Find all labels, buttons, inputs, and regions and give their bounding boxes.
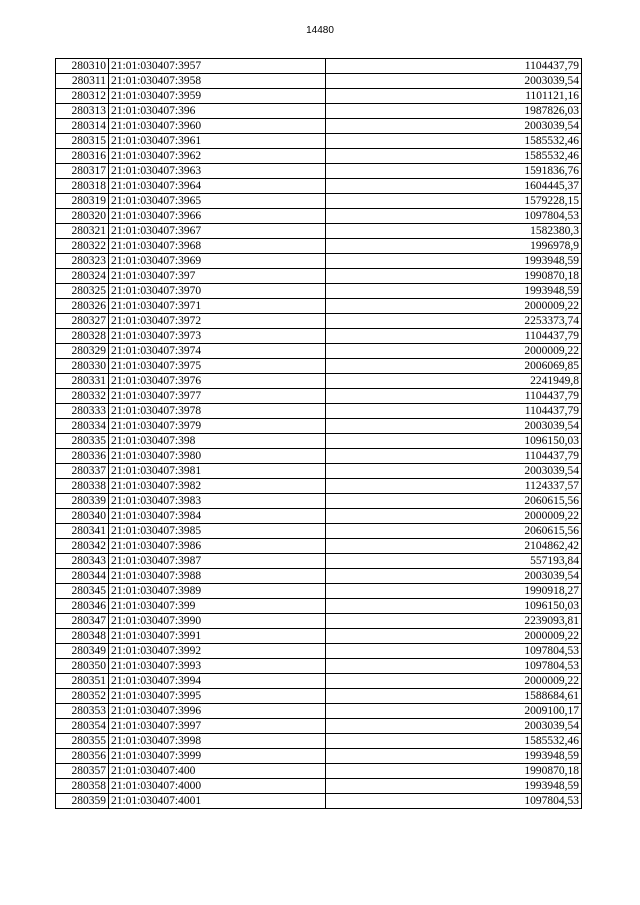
cadastral-number-cell: 21:01:030407:3974 [109,344,326,359]
cadastral-number-cell: 21:01:030407:399 [109,599,326,614]
cadastral-value-cell: 1993948,59 [326,284,582,299]
table-row [56,509,582,524]
cadastral-value-cell: 2239093,81 [326,614,582,629]
table-row [56,479,582,494]
cadastral-value-cell: 1604445,37 [326,179,582,194]
cadastral-number-cell: 21:01:030407:3963 [109,164,326,179]
cadastral-number-cell: 21:01:030407:3964 [109,179,326,194]
table-row [56,149,582,164]
table-row [56,554,582,569]
table-row [56,209,582,224]
table-row [56,74,582,89]
table-row [56,374,582,389]
cadastral-value-cell: 1096150,03 [326,434,582,449]
cadastral-number-cell: 21:01:030407:3965 [109,194,326,209]
row-number-cell: 280346 [56,599,109,614]
cadastral-value-cell: 1582380,3 [326,224,582,239]
cadastral-number-cell: 21:01:030407:3979 [109,419,326,434]
row-number-cell: 280314 [56,119,109,134]
table-row [56,269,582,284]
row-number-cell: 280319 [56,194,109,209]
row-number-cell: 280325 [56,284,109,299]
cadastral-number-cell: 21:01:030407:3998 [109,734,326,749]
cadastral-value-cell: 1104437,79 [326,329,582,344]
cadastral-number-cell: 21:01:030407:3993 [109,659,326,674]
row-number-cell: 280323 [56,254,109,269]
cadastral-number-cell: 21:01:030407:3970 [109,284,326,299]
cadastral-value-cell: 2253373,74 [326,314,582,329]
row-number-cell: 280312 [56,89,109,104]
cadastral-number-cell: 21:01:030407:3962 [109,149,326,164]
row-number-cell: 280316 [56,149,109,164]
cadastral-value-cell: 557193,84 [326,554,582,569]
table-row [56,119,582,134]
cadastral-value-cell: 1124337,57 [326,479,582,494]
row-number-cell: 280324 [56,269,109,284]
row-number-cell: 280311 [56,74,109,89]
cadastral-number-cell: 21:01:030407:3986 [109,539,326,554]
table-row [56,689,582,704]
cadastral-number-cell: 21:01:030407:3973 [109,329,326,344]
cadastral-value-table [55,58,582,809]
table-row [56,524,582,539]
row-number-cell: 280326 [56,299,109,314]
cadastral-value-cell: 2003039,54 [326,464,582,479]
row-number-cell: 280344 [56,569,109,584]
table-row [56,734,582,749]
row-number-cell: 280349 [56,644,109,659]
table-row [56,629,582,644]
cadastral-value-cell: 2003039,54 [326,569,582,584]
row-number-cell: 280333 [56,404,109,419]
row-number-cell: 280348 [56,629,109,644]
cadastral-value-cell: 2006069,85 [326,359,582,374]
row-number-cell: 280328 [56,329,109,344]
row-number-cell: 280359 [56,794,109,809]
cadastral-number-cell: 21:01:030407:3982 [109,479,326,494]
cadastral-value-cell: 2000009,22 [326,299,582,314]
cadastral-number-cell: 21:01:030407:3991 [109,629,326,644]
cadastral-number-cell: 21:01:030407:3983 [109,494,326,509]
table-row [56,464,582,479]
row-number-cell: 280338 [56,479,109,494]
row-number-cell: 280313 [56,104,109,119]
cadastral-number-cell: 21:01:030407:3984 [109,509,326,524]
table-row [56,89,582,104]
cadastral-number-cell: 21:01:030407:3987 [109,554,326,569]
cadastral-number-cell: 21:01:030407:3966 [109,209,326,224]
row-number-cell: 280336 [56,449,109,464]
cadastral-number-cell: 21:01:030407:400 [109,764,326,779]
table-row [56,494,582,509]
row-number-cell: 280341 [56,524,109,539]
row-number-cell: 280327 [56,314,109,329]
row-number-cell: 280331 [56,374,109,389]
table-row [56,539,582,554]
row-number-cell: 280320 [56,209,109,224]
cadastral-value-cell: 1588684,61 [326,689,582,704]
table-row [56,194,582,209]
cadastral-number-cell: 21:01:030407:3967 [109,224,326,239]
cadastral-value-cell: 1993948,59 [326,749,582,764]
cadastral-value-cell: 1990870,18 [326,764,582,779]
table-row [56,434,582,449]
row-number-cell: 280343 [56,554,109,569]
table-row [56,764,582,779]
cadastral-number-cell: 21:01:030407:3997 [109,719,326,734]
cadastral-value-cell: 1990918,27 [326,584,582,599]
row-number-cell: 280318 [56,179,109,194]
row-number-cell: 280358 [56,779,109,794]
row-number-cell: 280335 [56,434,109,449]
cadastral-number-cell: 21:01:030407:3985 [109,524,326,539]
row-number-cell: 280329 [56,344,109,359]
cadastral-value-cell: 1579228,15 [326,194,582,209]
table-row [56,719,582,734]
cadastral-value-cell: 1591836,76 [326,164,582,179]
cadastral-value-cell: 1101121,16 [326,89,582,104]
cadastral-number-cell: 21:01:030407:3977 [109,389,326,404]
row-number-cell: 280332 [56,389,109,404]
row-number-cell: 280353 [56,704,109,719]
table-row [56,599,582,614]
table-row [56,239,582,254]
cadastral-number-cell: 21:01:030407:3961 [109,134,326,149]
table-row [56,704,582,719]
cadastral-value-cell: 1993948,59 [326,779,582,794]
table-row [56,134,582,149]
cadastral-number-cell: 21:01:030407:3976 [109,374,326,389]
row-number-cell: 280339 [56,494,109,509]
table-body [56,59,582,809]
row-number-cell: 280334 [56,419,109,434]
cadastral-number-cell: 21:01:030407:4000 [109,779,326,794]
cadastral-number-cell: 21:01:030407:3978 [109,404,326,419]
cadastral-number-cell: 21:01:030407:3960 [109,119,326,134]
cadastral-number-cell: 21:01:030407:3957 [109,59,326,74]
cadastral-number-cell: 21:01:030407:3981 [109,464,326,479]
table-row [56,254,582,269]
cadastral-number-cell: 21:01:030407:3999 [109,749,326,764]
row-number-cell: 280315 [56,134,109,149]
row-number-cell: 280337 [56,464,109,479]
cadastral-value-cell: 2000009,22 [326,509,582,524]
table-row [56,794,582,809]
cadastral-value-cell: 2003039,54 [326,419,582,434]
row-number-cell: 280355 [56,734,109,749]
table-row [56,59,582,74]
cadastral-value-cell: 1996978,9 [326,239,582,254]
cadastral-value-cell: 1104437,79 [326,389,582,404]
cadastral-value-cell: 1987826,03 [326,104,582,119]
table-row [56,224,582,239]
cadastral-value-cell: 1990870,18 [326,269,582,284]
cadastral-value-cell: 2000009,22 [326,629,582,644]
cadastral-value-cell: 2241949,8 [326,374,582,389]
cadastral-value-cell: 2009100,17 [326,704,582,719]
cadastral-value-cell: 1097804,53 [326,659,582,674]
row-number-cell: 280350 [56,659,109,674]
cadastral-number-cell: 21:01:030407:3992 [109,644,326,659]
cadastral-number-cell: 21:01:030407:3958 [109,74,326,89]
cadastral-value-cell: 2060615,56 [326,494,582,509]
cadastral-number-cell: 21:01:030407:3972 [109,314,326,329]
table-row [56,419,582,434]
cadastral-value-cell: 2003039,54 [326,74,582,89]
table-row [56,344,582,359]
table-row [56,779,582,794]
row-number-cell: 280352 [56,689,109,704]
row-number-cell: 280356 [56,749,109,764]
row-number-cell: 280310 [56,59,109,74]
row-number-cell: 280345 [56,584,109,599]
row-number-cell: 280321 [56,224,109,239]
cadastral-value-cell: 1096150,03 [326,599,582,614]
cadastral-value-cell: 1104437,79 [326,59,582,74]
table-row [56,749,582,764]
cadastral-number-cell: 21:01:030407:3971 [109,299,326,314]
table-row [56,299,582,314]
cadastral-value-cell: 1585532,46 [326,734,582,749]
cadastral-number-cell: 21:01:030407:3968 [109,239,326,254]
cadastral-value-cell: 2003039,54 [326,719,582,734]
cadastral-number-cell: 21:01:030407:3995 [109,689,326,704]
cadastral-number-cell: 21:01:030407:398 [109,434,326,449]
table-row [56,674,582,689]
cadastral-number-cell: 21:01:030407:3990 [109,614,326,629]
row-number-cell: 280351 [56,674,109,689]
table-row [56,569,582,584]
row-number-cell: 280330 [56,359,109,374]
table-row [56,164,582,179]
table-row [56,284,582,299]
row-number-cell: 280357 [56,764,109,779]
cadastral-value-cell: 1104437,79 [326,449,582,464]
cadastral-number-cell: 21:01:030407:397 [109,269,326,284]
table-row [56,614,582,629]
table-row [56,314,582,329]
table-row [56,404,582,419]
table-row [56,359,582,374]
cadastral-value-cell: 2104862,42 [326,539,582,554]
cadastral-number-cell: 21:01:030407:3969 [109,254,326,269]
cadastral-number-cell: 21:01:030407:4001 [109,794,326,809]
row-number-cell: 280340 [56,509,109,524]
table-row [56,584,582,599]
cadastral-value-cell: 2000009,22 [326,674,582,689]
cadastral-value-cell: 1097804,53 [326,209,582,224]
row-number-cell: 280322 [56,239,109,254]
cadastral-number-cell: 21:01:030407:3989 [109,584,326,599]
cadastral-value-cell: 1097804,53 [326,644,582,659]
row-number-cell: 280354 [56,719,109,734]
table-row [56,329,582,344]
table-row [56,389,582,404]
cadastral-value-cell: 2000009,22 [326,344,582,359]
table-row [56,644,582,659]
cadastral-value-cell: 1585532,46 [326,149,582,164]
cadastral-value-cell: 1993948,59 [326,254,582,269]
row-number-cell: 280317 [56,164,109,179]
cadastral-number-cell: 21:01:030407:3988 [109,569,326,584]
row-number-cell: 280347 [56,614,109,629]
cadastral-value-cell: 1097804,53 [326,794,582,809]
cadastral-value-cell: 2060615,56 [326,524,582,539]
table-row [56,659,582,674]
cadastral-number-cell: 21:01:030407:3996 [109,704,326,719]
cadastral-number-cell: 21:01:030407:396 [109,104,326,119]
table-row [56,179,582,194]
table-row [56,449,582,464]
cadastral-number-cell: 21:01:030407:3959 [109,89,326,104]
row-number-cell: 280342 [56,539,109,554]
cadastral-number-cell: 21:01:030407:3975 [109,359,326,374]
cadastral-value-cell: 1585532,46 [326,134,582,149]
cadastral-value-cell: 2003039,54 [326,119,582,134]
page-number: 14480 [306,25,334,36]
cadastral-number-cell: 21:01:030407:3980 [109,449,326,464]
cadastral-number-cell: 21:01:030407:3994 [109,674,326,689]
table-row [56,104,582,119]
cadastral-value-cell: 1104437,79 [326,404,582,419]
